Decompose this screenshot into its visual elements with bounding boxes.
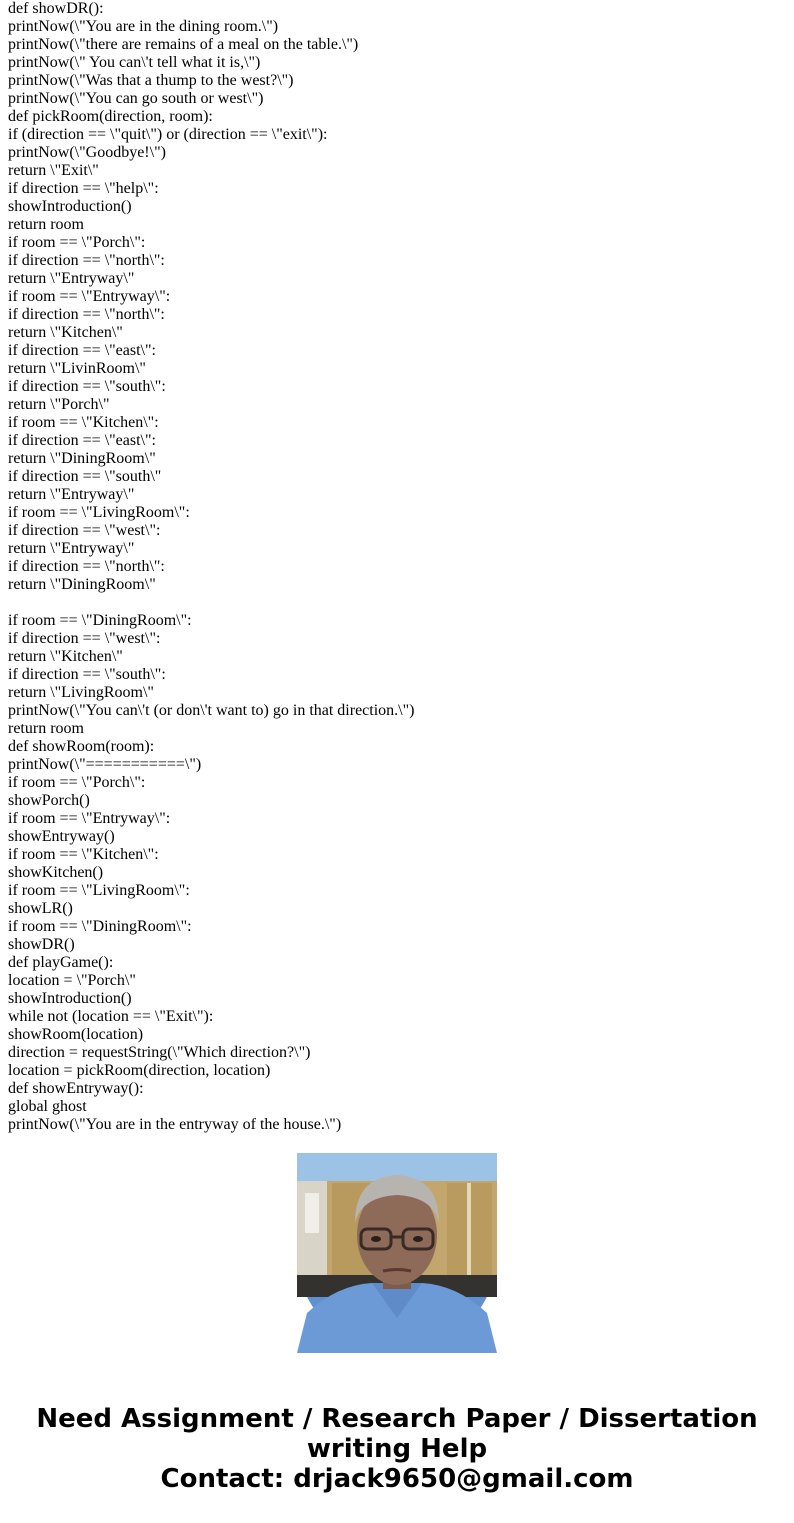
code-line: if direction == \"east\": xyxy=(8,432,156,449)
code-line: location = pickRoom(direction, location) xyxy=(8,1062,271,1079)
code-line: location = \"Porch\" xyxy=(8,972,136,989)
code-line xyxy=(8,594,788,612)
code-line: def showDR(): xyxy=(8,0,104,17)
code-line: if direction == \"help\": xyxy=(8,180,159,197)
code-line: return \"Entryway\" xyxy=(8,486,135,503)
code-line: showIntroduction() xyxy=(8,990,132,1007)
person-photo-icon xyxy=(297,1153,497,1353)
code-line: def showRoom(room): xyxy=(8,738,155,755)
code-line: if direction == \"west\": xyxy=(8,630,161,647)
code-line: if direction == \"south\": xyxy=(8,666,166,683)
code-line: if room == \"Entryway\": xyxy=(8,810,171,827)
code-line: while not (location == \"Exit\"): xyxy=(8,1008,214,1025)
code-line: return \"LivingRoom\" xyxy=(8,684,154,701)
contact-banner xyxy=(0,1404,794,1494)
avatar xyxy=(297,1153,497,1353)
code-line: if room == \"Porch\": xyxy=(8,774,146,791)
code-line: if direction == \"north\": xyxy=(8,306,165,323)
code-line: showLR() xyxy=(8,900,73,917)
code-line: return \"DiningRoom\" xyxy=(8,450,156,467)
code-line: printNow(\"Was that a thump to the west?\") xyxy=(8,72,294,89)
code-line: return \"DiningRoom\" xyxy=(8,576,156,593)
code-line: if direction == \"south\" xyxy=(8,468,162,485)
code-line: if room == \"Kitchen\": xyxy=(8,846,159,863)
code-line: def playGame(): xyxy=(8,954,114,971)
code-line: return \"Porch\" xyxy=(8,396,110,413)
code-line: showDR() xyxy=(8,936,75,953)
code-line: if direction == \"north\": xyxy=(8,252,165,269)
code-line: if room == \"Kitchen\": xyxy=(8,414,159,431)
code-line: if room == \"DiningRoom\": xyxy=(8,612,192,629)
code-line: def showEntryway(): xyxy=(8,1080,144,1097)
code-line: return room xyxy=(8,720,84,737)
code-line: printNow(\"You can\'t (or don\'t want to) go in that direction.\") xyxy=(8,702,415,719)
code-line: return \"Kitchen\" xyxy=(8,648,123,665)
code-line: printNow(\"You are in the entryway of the house.\") xyxy=(8,1116,342,1133)
code-line: if room == \"Entryway\": xyxy=(8,288,171,305)
code-line: return room xyxy=(8,216,84,233)
code-line: if room == \"LivingRoom\": xyxy=(8,882,190,899)
code-line: if direction == \"east\": xyxy=(8,342,156,359)
banner-headline: Need Assignment / Research Paper / Dissertation xyxy=(36,1404,758,1434)
code-line: printNow(\"===========\") xyxy=(8,756,202,773)
code-line: printNow(\"You are in the dining room.\") xyxy=(8,18,279,35)
code-line: return \"Kitchen\" xyxy=(8,324,123,341)
code-line: return \"Exit\" xyxy=(8,162,99,179)
banner-subline: writing Help xyxy=(306,1434,488,1464)
code-line: return \"Entryway\" xyxy=(8,540,135,557)
code-line: if room == \"DiningRoom\": xyxy=(8,918,192,935)
code-line: showRoom(location) xyxy=(8,1026,144,1043)
code-line: global ghost xyxy=(8,1098,87,1115)
code-line: return \"LivinRoom\" xyxy=(8,360,146,377)
code-line: if direction == \"west\": xyxy=(8,522,161,539)
code-line: printNow(\"there are remains of a meal on the table.\") xyxy=(8,36,359,53)
code-line: if (direction == \"quit\") or (direction == \"exit\"): xyxy=(8,126,328,143)
contact-email: Contact: drjack9650@gmail.com xyxy=(160,1464,634,1494)
code-line: if direction == \"south\": xyxy=(8,378,166,395)
code-line: showEntryway() xyxy=(8,828,115,845)
code-line: return \"Entryway\" xyxy=(8,270,135,287)
code-line: if room == \"LivingRoom\": xyxy=(8,504,190,521)
code-line: def pickRoom(direction, room): xyxy=(8,108,213,125)
code-line: showKitchen() xyxy=(8,864,104,881)
code-line: if room == \"Porch\": xyxy=(8,234,146,251)
code-line: printNow(\"Goodbye!\") xyxy=(8,144,166,161)
code-listing xyxy=(8,0,788,1133)
code-line: printNow(\"You can go south or west\") xyxy=(8,90,264,107)
code-line: printNow(\" You can\'t tell what it is,\") xyxy=(8,54,261,71)
code-line: showPorch() xyxy=(8,792,90,809)
code-line: direction = requestString(\"Which direction?\") xyxy=(8,1044,311,1061)
code-line: if direction == \"north\": xyxy=(8,558,165,575)
code-line: showIntroduction() xyxy=(8,198,132,215)
